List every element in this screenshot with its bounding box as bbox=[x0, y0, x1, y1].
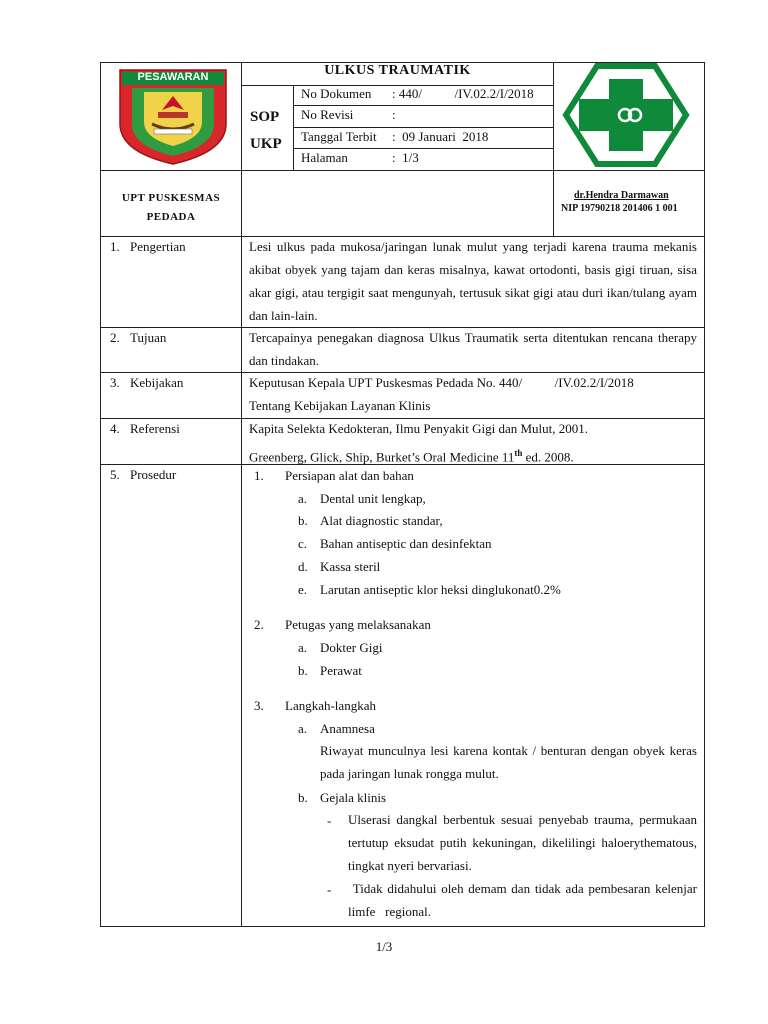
field-halaman-value: : 1/3 bbox=[392, 150, 419, 165]
prosedur-step-2-num: 2. bbox=[254, 617, 264, 632]
list-item-marker: d. bbox=[298, 559, 308, 574]
field-tanggal-terbit-label: Tanggal Terbit bbox=[301, 129, 377, 144]
section-num-tujuan: 2. bbox=[110, 330, 120, 345]
pengertian-text: Lesi ulkus pada mukosa/jaringan lunak mulut yang terjadi karena trauma mekanis akibat obyek yang tajam dan keras misalnya, kawat ortodonti, basis gigi tiruan, sisa akar gigi, atau tergigit saat mengunyah, tertusuk sikat gigi atau duri ikan/tulang ayam dan lain-lain. bbox=[249, 239, 697, 323]
list-item-marker: a. bbox=[298, 491, 308, 506]
list-item: Kassa steril bbox=[320, 559, 381, 574]
prosedur-step-1-title: Persiapan alat dan bahan bbox=[285, 468, 414, 483]
ukp-label: UKP bbox=[250, 136, 282, 152]
list-item: Tidak didahului oleh demam dan tidak ada pembesaran kelenjar limfe regional. bbox=[348, 881, 701, 919]
section-label-pengertian: Pengertian bbox=[130, 239, 186, 254]
referensi-line1: Kapita Selekta Kedokteran, Ilmu Penyakit Gigi dan Mulut, 2001. bbox=[249, 421, 589, 436]
field-no-dokumen-value: : 440/ /IV.02.2/I/2018 bbox=[392, 86, 534, 101]
section-num-pengertian: 1. bbox=[110, 239, 120, 254]
referensi-line2 bbox=[249, 445, 574, 465]
list-item-marker: b. bbox=[298, 663, 308, 678]
org-name-line1: UPT PUSKESMAS bbox=[121, 192, 221, 204]
sop-label: SOP bbox=[250, 109, 280, 125]
gejala-klinis-title: Gejala klinis bbox=[320, 790, 387, 805]
anamnesa-title: Anamnesa bbox=[320, 721, 375, 736]
tujuan-text: Tercapainya penegakan diagnosa Ulkus Traumatik serta ditentukan rencana therapy dan tindakan. bbox=[249, 330, 697, 368]
prosedur-step-3-title: Langkah-langkah bbox=[285, 698, 376, 713]
field-no-revisi-label: No Revisi bbox=[301, 107, 354, 122]
section-label-referensi: Referensi bbox=[130, 421, 180, 436]
page-number: 1/3 bbox=[375, 939, 393, 954]
list-item: Dokter Gigi bbox=[320, 640, 383, 655]
list-item: Perawat bbox=[320, 663, 362, 678]
signer-name: dr.Hendra Darmawan bbox=[574, 190, 669, 201]
section-num-kebijakan: 3. bbox=[110, 375, 120, 390]
logo-left-text: PESAWARAN bbox=[137, 71, 209, 83]
prosedur-step-2-title: Petugas yang melaksanakan bbox=[285, 617, 431, 632]
bullet-dash: - bbox=[327, 813, 332, 828]
referensi-line2-text: Greenberg, Glick, Ship, Burket’s Oral Medicine 11 bbox=[249, 449, 515, 465]
prosedur-step-3-num: 3. bbox=[254, 698, 264, 713]
list-item-marker: a. bbox=[298, 721, 308, 736]
field-no-dokumen-label: No Dokumen bbox=[301, 86, 372, 101]
list-item-marker: c. bbox=[298, 536, 308, 551]
list-item: Bahan antiseptic dan desinfektan bbox=[320, 536, 492, 551]
section-num-prosedur: 5. bbox=[110, 467, 120, 482]
bullet-dash: - bbox=[327, 882, 332, 897]
list-item: Ulserasi dangkal berbentuk sesuai penyebab trauma, permukaan tertutup eksudat putih kekuningan, dikelilingi haloerythematous, tingkat nyeri bervariasi. bbox=[348, 812, 697, 873]
kebijakan-line1: Keputusan Kepala UPT Puskesmas Pedada No. 440/ /IV.02.2/I/2018 bbox=[249, 375, 634, 390]
prosedur-step-1-num: 1. bbox=[254, 468, 264, 483]
list-item: Alat diagnostic standar, bbox=[320, 513, 443, 528]
field-halaman-label: Halaman bbox=[301, 150, 348, 165]
org-name-line2: PEDADA bbox=[146, 211, 196, 223]
kebijakan-line2: Tentang Kebijakan Layanan Klinis bbox=[249, 398, 431, 413]
section-label-tujuan: Tujuan bbox=[130, 330, 167, 345]
field-no-revisi-value: : bbox=[392, 107, 396, 122]
list-item-marker: b. bbox=[298, 790, 308, 805]
list-item-marker: b. bbox=[298, 513, 308, 528]
section-num-referensi: 4. bbox=[110, 421, 120, 436]
section-label-prosedur: Prosedur bbox=[130, 467, 177, 482]
list-item: Dental unit lengkap, bbox=[320, 491, 426, 506]
section-label-kebijakan: Kebijakan bbox=[130, 375, 184, 390]
list-item-marker: e. bbox=[298, 582, 308, 597]
referensi-line2-tail: ed. 2008. bbox=[522, 449, 574, 465]
referensi-superscript: th bbox=[514, 448, 523, 458]
document-title: ULKUS TRAUMATIK bbox=[324, 63, 471, 78]
field-tanggal-terbit-value: : 09 Januari 2018 bbox=[392, 129, 489, 144]
anamnesa-description: Riwayat munculnya lesi karena kontak / benturan dengan obyek keras pada jaringan lunak rongga mulut. bbox=[320, 743, 697, 781]
org-name bbox=[101, 189, 241, 227]
puskesmas-logo-icon bbox=[561, 63, 691, 167]
list-item: Larutan antiseptic klor heksi dinglukonat0.2% bbox=[320, 582, 561, 597]
signer-nip: NIP 19790218 201406 1 001 bbox=[561, 203, 678, 214]
list-item-marker: a. bbox=[298, 640, 308, 655]
